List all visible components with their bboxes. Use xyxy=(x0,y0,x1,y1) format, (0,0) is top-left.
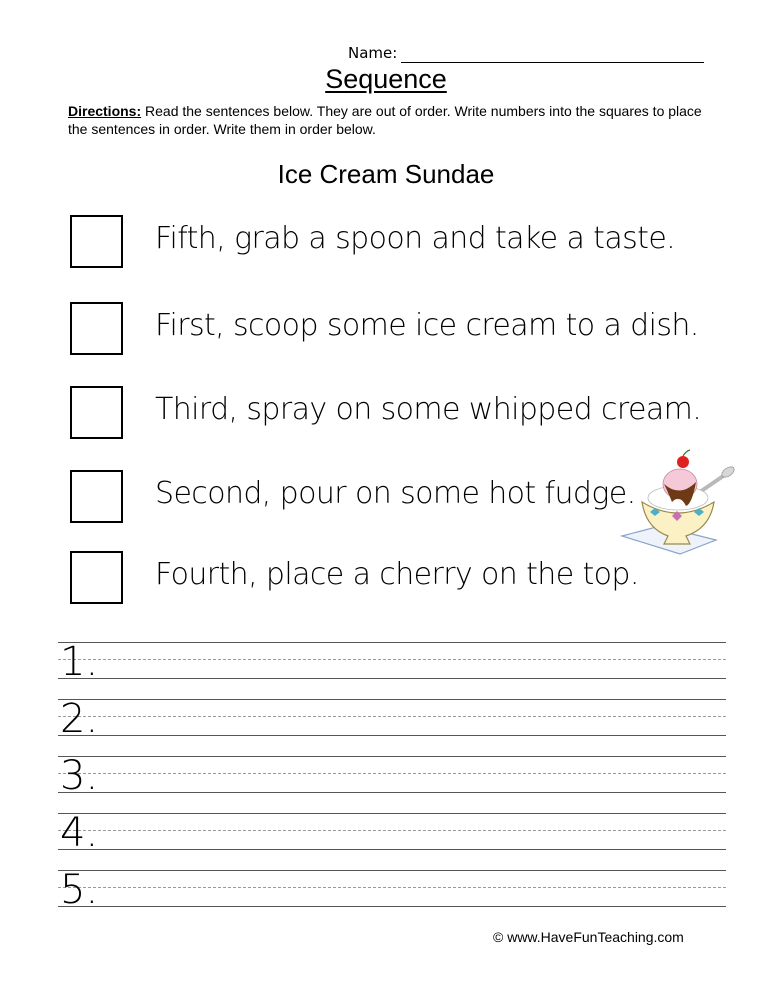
sentence-text: Third, spray on some whipped cream. xyxy=(155,392,702,427)
name-line[interactable] xyxy=(401,62,704,63)
page-title: Sequence xyxy=(325,64,447,94)
sentence-text: Fifth, grab a spoon and take a taste. xyxy=(155,221,676,256)
answer-number: 3. xyxy=(60,753,99,799)
answer-box[interactable] xyxy=(70,215,123,268)
answer-box[interactable] xyxy=(70,470,123,523)
answer-box[interactable] xyxy=(70,302,123,355)
footer-copyright: © www.HaveFunTeaching.com xyxy=(493,929,684,945)
sentence-text: Second, pour on some hot fudge. xyxy=(155,476,636,511)
answer-box[interactable] xyxy=(70,386,123,439)
story-title: Ice Cream Sundae xyxy=(277,159,495,189)
answer-box[interactable] xyxy=(70,551,123,604)
name-label: Name: xyxy=(348,44,398,62)
directions-text: Read the sentences below. They are out of order. Write numbers into the squares to place the sentences in order. Write them in order below. xyxy=(68,103,702,137)
sentence-text: Fourth, place a cherry on the top. xyxy=(155,557,639,592)
answer-number: 5. xyxy=(60,867,99,913)
answer-number: 1. xyxy=(60,639,99,685)
answer-number: 2. xyxy=(60,696,99,742)
answer-number: 4. xyxy=(60,810,99,856)
directions-label: Directions: xyxy=(68,103,142,119)
directions xyxy=(68,102,718,138)
sentence-text: First, scoop some ice cream to a dish. xyxy=(155,308,699,343)
ice-cream-sundae-icon xyxy=(620,448,738,556)
